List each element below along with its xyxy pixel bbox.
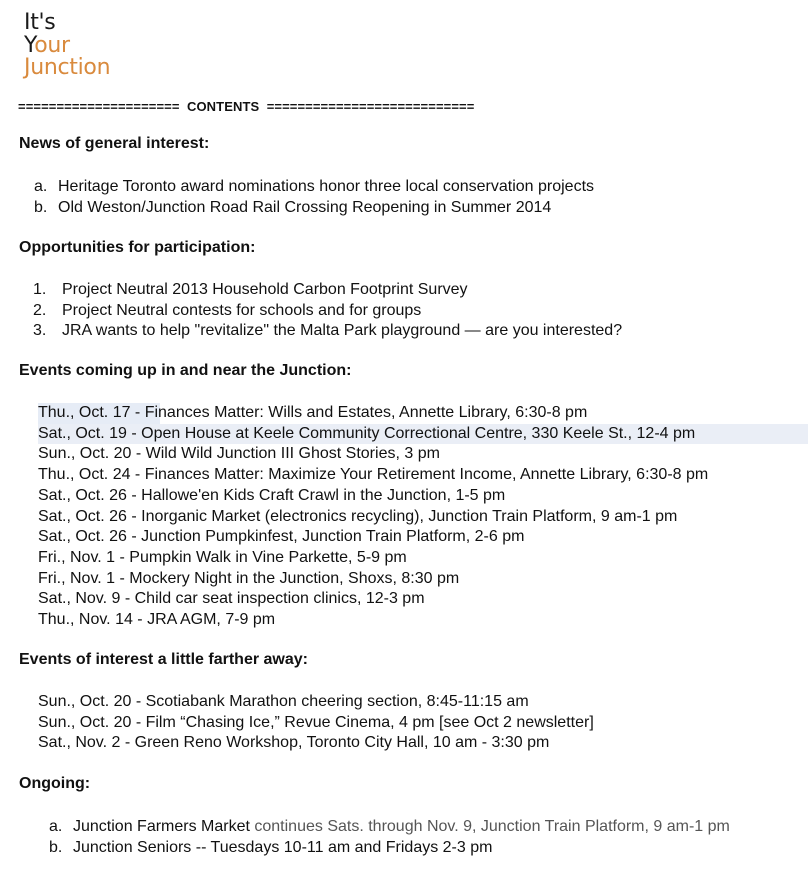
contents-rule-left: =====================: [18, 99, 180, 114]
event-item[interactable]: Sat., Oct. 26 - Hallowe'en Kids Craft Crawl in the Junction, 1-5 pm: [38, 486, 506, 504]
event-item[interactable]: Fri., Nov. 1 - Mockery Night in the Junction, Shoxs, 8:30 pm: [38, 569, 460, 587]
its-your-junction-logo: [24, 12, 110, 80]
event-item[interactable]: Thu., Nov. 14 - JRA AGM, 7-9 pm: [38, 611, 276, 629]
event-item[interactable]: Sat., Oct. 26 - Inorganic Market (electronics recycling), Junction Train Platform, 9 am-1 pm: [38, 507, 678, 525]
news-list: [34, 177, 594, 218]
list-item[interactable]: [33, 301, 622, 322]
logo-line-2: [24, 32, 110, 58]
ongoing-item-detail: continues Sats. through Nov. 9, Junction Train Platform, 9 am-1 pm: [249, 818, 730, 835]
list-item[interactable]: [34, 198, 594, 219]
list-marker: a.: [49, 818, 63, 835]
list-marker: b.: [49, 838, 63, 856]
events-far-list: [38, 692, 594, 754]
event-item[interactable]: Sun., Oct. 20 - Film “Chasing Ice,” Revue Cinema, 4 pm [see Oct 2 newsletter]: [38, 713, 594, 731]
logo-line-2-initial: Y: [24, 32, 35, 58]
event-item[interactable]: Sat., Oct. 19 - Open House at Keele Community Correctional Centre, 330 Keele St., 12-4 pm: [38, 424, 808, 445]
logo-line-1: It's: [24, 10, 56, 35]
list-item[interactable]: [49, 838, 730, 859]
ongoing-list: [49, 817, 730, 858]
contents-header: [18, 99, 474, 114]
logo-line-3: Junction: [24, 55, 111, 80]
ongoing-item-lead: Junction Seniors -- Tuesdays 10-11 am and Fridays 2-3 pm: [73, 838, 493, 856]
participation-item-text: JRA wants to help "revitalize" the Malta Park playground — are you interested?: [62, 322, 623, 339]
contents-rule-right: ===========================: [266, 99, 475, 114]
section-title-events-far: Events of interest a little farther away:: [19, 651, 308, 668]
participation-item-text: Project Neutral contests for schools and for groups: [62, 301, 422, 319]
section-title-news: News of general interest:: [19, 135, 210, 152]
section-title-events-near: Events coming up in and near the Junction:: [19, 362, 352, 379]
event-item[interactable]: Sun., Oct. 20 - Scotiabank Marathon cheering section, 8:45-11:15 am: [38, 693, 529, 710]
list-item[interactable]: [33, 280, 622, 301]
section-title-ongoing: Ongoing:: [19, 775, 91, 792]
list-marker: a.: [34, 178, 48, 195]
list-item[interactable]: [49, 817, 730, 838]
contents-label: CONTENTS: [186, 99, 260, 114]
news-item-text: Heritage Toronto award nominations honor three local conservation projects: [58, 178, 595, 195]
event-item[interactable]: Thu., Oct. 24 - Finances Matter: Maximize Your Retirement Income, Annette Library, 6:30-8 pm: [38, 466, 709, 484]
event-item[interactable]: Sat., Nov. 9 - Child car seat inspection clinics, 12-3 pm: [38, 590, 425, 608]
ongoing-item-lead: Junction Farmers Market: [73, 818, 250, 835]
event-item[interactable]: Fri., Nov. 1 - Pumpkin Walk in Vine Parkette, 5-9 pm: [38, 548, 407, 566]
news-item-text: Old Weston/Junction Road Rail Crossing Reopening in Summer 2014: [58, 198, 552, 216]
events-near-list: [38, 403, 808, 631]
logo-line-2-rest: our: [34, 32, 70, 58]
event-item[interactable]: Thu., Oct. 17 - Finances Matter: Wills and Estates, Annette Library, 6:30-8 pm: [38, 403, 808, 424]
list-item[interactable]: [33, 321, 622, 342]
event-item[interactable]: Sun., Oct. 20 - Wild Wild Junction III Ghost Stories, 3 pm: [38, 445, 440, 463]
list-marker: 2.: [33, 301, 47, 319]
event-item[interactable]: Sat., Nov. 2 - Green Reno Workshop, Toronto City Hall, 10 am - 3:30 pm: [38, 734, 550, 752]
list-marker: 1.: [33, 281, 47, 298]
section-title-participation: Opportunities for participation:: [19, 239, 256, 256]
participation-list: [33, 280, 622, 342]
participation-item-text: Project Neutral 2013 Household Carbon Footprint Survey: [62, 281, 468, 298]
event-item[interactable]: Sat., Oct. 26 - Junction Pumpkinfest, Junction Train Platform, 2-6 pm: [38, 528, 525, 546]
list-marker: 3.: [33, 322, 47, 339]
list-marker: b.: [34, 198, 48, 216]
list-item[interactable]: [34, 177, 594, 198]
